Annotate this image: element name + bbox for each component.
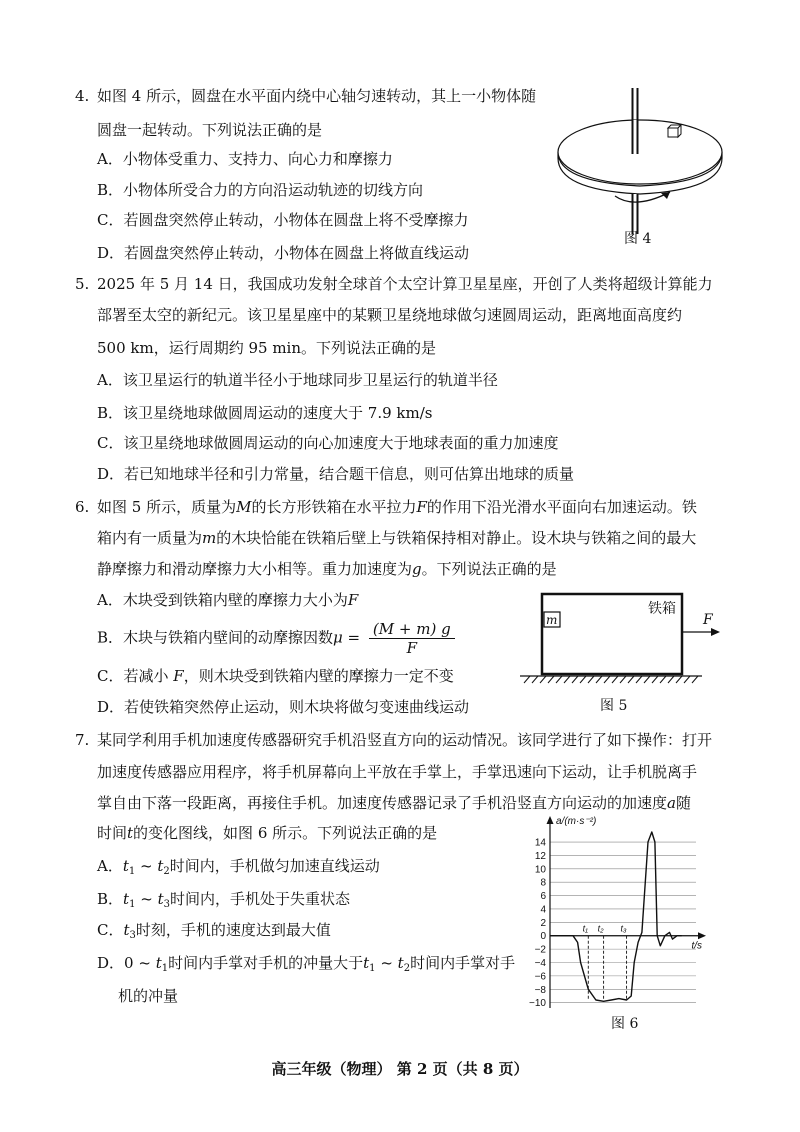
- q5-number: 5.: [75, 275, 90, 293]
- y-tick-label: 2: [540, 917, 546, 929]
- q5-stem-line1: 2025 年 5 月 14 日，我国成功发射全球首个太空计算卫星星座，开创了人类将超级计算能力: [97, 275, 713, 293]
- figure5-caption: 图 5: [600, 698, 628, 714]
- force-label: F: [703, 612, 713, 628]
- y-tick-label: 8: [540, 877, 546, 889]
- q7-option-d-line2: 机的冲量: [118, 987, 179, 1005]
- y-tick-label: −8: [534, 984, 546, 996]
- q5-option-a: A．该卫星运行的轨道半径小于地球同步卫星运行的轨道半径: [97, 371, 498, 389]
- q4-stem-line2: 圆盘一起转动。下列说法正确的是: [97, 121, 323, 139]
- q4-option-b: B．小物体所受合力的方向沿运动轨迹的切线方向: [97, 181, 424, 199]
- figure4-caption: 图 4: [624, 231, 652, 247]
- y-axis-arrow: [547, 816, 554, 824]
- q6-option-c: C．若减小 F，则木块受到铁箱内壁的摩擦力一定不变: [97, 667, 454, 685]
- q6-stem-line1: 如图 5 所示，质量为M的长方形铁箱在水平拉力F的作用下沿光滑水平面向右加速运动。铁: [97, 498, 697, 516]
- q5-option-d: D．若已知地球半径和引力常量，结合题干信息，则可估算出地球的质量: [97, 465, 575, 483]
- q4-option-c: C．若圆盘突然停止转动，小物体在圆盘上将不受摩擦力: [97, 211, 469, 229]
- iron-box-figure: [520, 588, 730, 688]
- q7-stem-line4: 时间t的变化图线，如图 6 所示。下列说法正确的是: [97, 824, 438, 842]
- y-tick-label: −6: [534, 971, 546, 983]
- y-tick-label: −10: [529, 998, 546, 1010]
- q6-option-b: B．木块与铁箱内壁间的动摩擦因数μ = $\frac{(M + m) g}{F}$: [97, 620, 455, 657]
- y-tick-label: 0: [540, 931, 546, 943]
- box-label: 铁箱: [648, 601, 676, 617]
- y-tick-label: 10: [534, 864, 546, 876]
- q6-stem-line2: 箱内有一质量为m的木块恰能在铁箱后壁上与铁箱保持相对静止。设木块与铁箱之间的最大: [97, 529, 697, 547]
- x-axis-label: t/s: [691, 940, 702, 952]
- y-tick-label: 14: [534, 837, 546, 849]
- y-tick-label: 4: [540, 904, 546, 916]
- q5-stem-line3: 500 km，运行周期约 95 min。下列说法正确的是: [97, 339, 437, 357]
- q6-option-a: A．木块受到铁箱内壁的摩擦力大小为F: [97, 591, 359, 609]
- x-axis-arrow: [698, 932, 706, 939]
- y-tick-label: 12: [534, 850, 546, 862]
- q5-option-c: C．该卫星绕地球做圆周运动的向心加速度大于地球表面的重力加速度: [97, 434, 559, 452]
- acceleration-chart: [520, 814, 710, 1014]
- q7-stem-line2: 加速度传感器应用程序，将手机屏幕向上平放在手掌上，手掌迅速向下运动，让手机脱离手: [97, 763, 698, 781]
- time-marker-label: t₁: [582, 923, 588, 934]
- y-tick-label: −4: [534, 958, 546, 969]
- friction-coefficient-fraction: $\frac{(M + m) g}{F}$: [369, 620, 455, 657]
- q6-number: 6.: [75, 498, 90, 516]
- q5-option-b: B．该卫星绕地球做圆周运动的速度大于 7.9 km/s: [97, 404, 433, 422]
- q7-stem-line1: 某同学利用手机加速度传感器研究手机沿竖直方向的运动情况。该同学进行了如下操作：打开: [97, 731, 713, 749]
- disc-figure: [540, 82, 740, 252]
- small-object-cube: [668, 125, 681, 137]
- q7-number: 7.: [75, 731, 90, 749]
- figure6-caption: 图 6: [611, 1016, 639, 1032]
- q4-number: 4.: [75, 87, 90, 105]
- q6-option-d: D．若使铁箱突然停止运动，则木块将做匀变速曲线运动: [97, 698, 470, 716]
- q7-option-c: C．$t_3$时刻，手机的速度达到最大值: [97, 921, 331, 941]
- q7-option-a: A．$t_1$ ~ $t_2$时间内，手机做匀加速直线运动: [97, 857, 380, 877]
- q7-stem-line3: 掌自由下落一段距离，再接住手机。加速度传感器记录了手机沿竖直方向运动的加速度a随: [97, 794, 691, 812]
- disc-top: [558, 120, 722, 184]
- q4-stem-line1: 如图 4 所示，圆盘在水平面内绕中心轴匀速转动，其上一小物体随: [97, 87, 537, 105]
- y-axis-label: a/(m·s⁻²): [556, 816, 597, 827]
- block-label: m: [546, 613, 558, 627]
- y-tick-label: −2: [534, 944, 546, 956]
- page-footer: 高三年级（物理） 第 2 页（共 8 页）: [271, 1060, 529, 1078]
- q4-option-a: A．小物体受重力、支持力、向心力和摩擦力: [97, 150, 393, 168]
- time-marker-label: t₂: [597, 923, 604, 934]
- y-tick-label: 6: [540, 891, 546, 903]
- q4-option-d: D．若圆盘突然停止转动，小物体在圆盘上将做直线运动: [97, 244, 470, 262]
- q7-option-b: B．$t_1$ ~ $t_3$时间内，手机处于失重状态: [97, 890, 350, 910]
- q7-option-d: D．0 ~ $t_1$时间内手掌对手机的冲量大于$t_1$ ~ $t_2$时间内手掌对手: [97, 954, 516, 974]
- q5-stem-line2: 部署至太空的新纪元。该卫星星座中的某颗卫星绕地球做匀速圆周运动，距离地面高度约: [97, 306, 683, 324]
- q6-stem-line3: 静摩擦力和滑动摩擦力大小相等。重力加速度为g。下列说法正确的是: [97, 560, 557, 578]
- time-marker-label: t₃: [620, 923, 627, 934]
